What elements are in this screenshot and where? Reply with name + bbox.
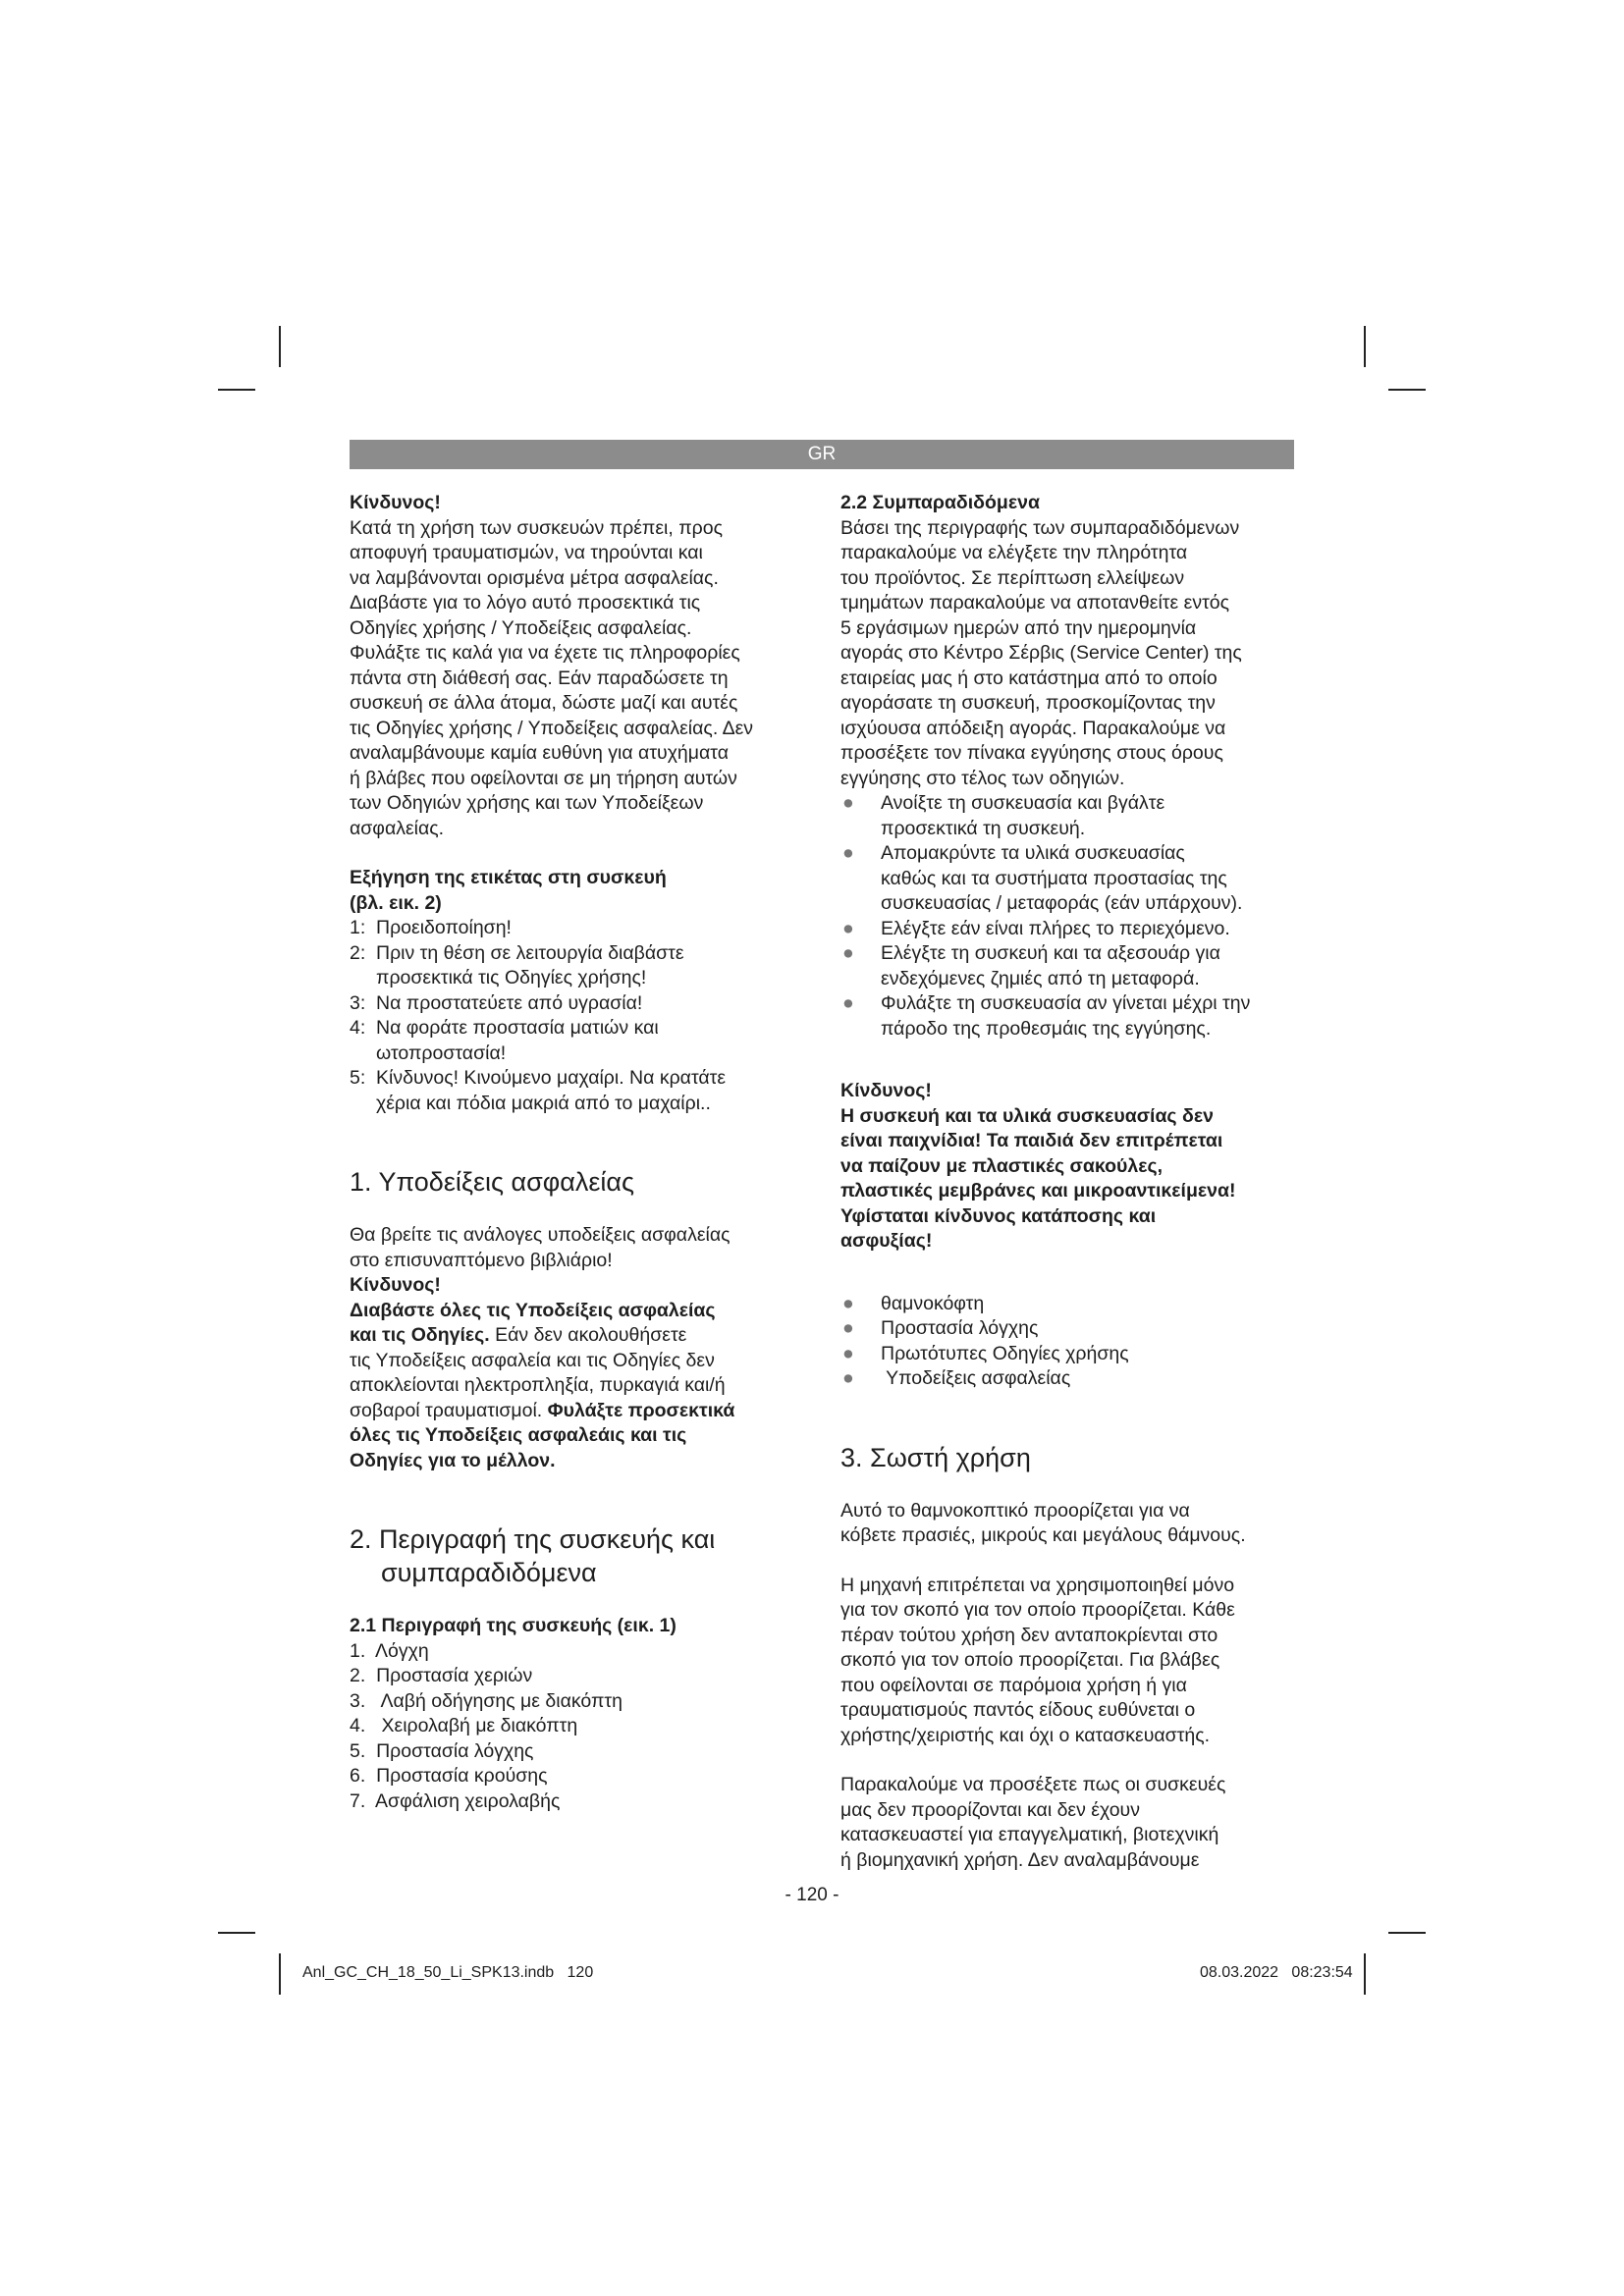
list-item: ● Ελέγξτε εάν είναι πλήρες το περιεχόμενο. (840, 917, 1294, 942)
right-column: 2.2 Συμπαραδιδόμενα Βάσει της περιγραφής των συμπαραδιδόμενων παρακαλούμε να ελέγξετε την πληρότητα του προϊόντος. Σε περίπτωση ελλείψεων τμημάτων παρακαλούμε να αποτανθείτε εντός 5 εργάσιμων ημερών από την ημερομηνία αγοράς στο Κέντρο Σέρβις (Service Center) της εταιρείας μας ή στο κατάστημα από το οποίο αγοράσατε τη συσκευή, προσκομίζοντας την ισχύουσα απόδειξη αγοράς. Παρακαλούμε να προσέξετε τον πίνακα εγγύησης στους όρους εγγύησης στο τέλος των οδηγιών. ● Ανοίξτε τη συσκευασία και βγάλτε προσεκτικά τη συσκευή. ● Απομακρύντε τα υλικά συσκευασίας καθώς και τα συστήματα προστασίας της συσκευασίας / μεταφοράς (εάν υπάρχουν). ● Ελέγξτε εάν είναι πλήρες το περιεχόμενο. ● Ελέγξτε τη συσκευή και τα αξεσουάρ για ενδεχόμενες ζημιές από τη μεταφορά. ● Φυλάξτε τη συσκευασία αν γίνεται μέχρι την πάροδο της προθεσμάις της εγγύησης. Κίνδυνος! Η συσκευή και τα υλικά συσκευασίας δεν είναι παιχνίδια! Τα παιδιά δεν επιτρέπεται να παίζουν με πλαστικές σακούλες, πλαστικές μεμβράνες και μικροαντικείμενα! Υφίσταται κίνδυνος κατάποσης και ασφυξίας! ● θαμνοκόφτη ● Προστασία λόγχης ● Πρωτότυπες Οδηγίες χρήσης ● Υποδείξεις ασφαλείας 3. Σωστή χρήση Αυτό το θαμνοκοπτικό προορίζεται για να κόβετε πρασιές, μικρούς και μεγάλους θάμνους. Η μηχανή επιτρέπεται να χρησιμοποιηθεί μόνο για τον σκοπό για τον οποίο προορίζεται. Κάθε πέραν τούτου χρήση δεν ανταποκρίενται στο σκοπό για τον οποίο προορίζεται. Για βλάβες που οφείλονται σε παρόμοια χρήση ή για τραυματισμούς παντός είδους ευθύνεται ο χρήστης/χειριστής και όχι ο κατασκευαστής. Παρακαλούμε να προσέξετε πως οι συσκευές μας δεν προορίζονται και δεν έχουν κατασκευαστεί για επαγγελματική, βιοτεχνική ή βιομηχανική χρήση. Δεν αναλαμβάνουμε (840, 491, 1294, 1873)
crop-mark (218, 389, 255, 391)
list-item: 5: Κίνδυνος! Κινούμενο μαχαίρι. Να κρατάτε χέρια και πόδια μακριά από το μαχαίρι.. (350, 1067, 727, 1114)
bullet-icon: ● (842, 1342, 854, 1364)
list-item: 3. Λαβή οδήγησης με διακόπτη (350, 1689, 623, 1712)
unpacking-list (840, 791, 1294, 1041)
crop-mark (218, 1932, 255, 1934)
contents-list (840, 1292, 1294, 1392)
crop-mark (1364, 326, 1366, 367)
label-list (350, 916, 796, 1116)
crop-mark (279, 326, 281, 367)
crop-mark (1388, 389, 1426, 391)
list-item: 2: Πριν τη θέση σε λειτουργία διαβάστε προσεκτικά τις Οδηγίες χρήσης! (350, 941, 684, 988)
bullet-icon: ● (842, 1317, 854, 1339)
section-title: 1. Υποδείξεις ασφαλείας (350, 1167, 635, 1197)
list-item: ● Προστασία λόγχης (840, 1316, 1294, 1342)
list-item: ● Πρωτότυπες Οδηγίες χρήσης (840, 1342, 1294, 1367)
danger-title: Κίνδυνος! (350, 492, 441, 513)
bullet-icon: ● (842, 1292, 854, 1314)
list-item: 4: Να φοράτε προστασία ματιών και ωτοπροστασία! (350, 1017, 659, 1064)
danger-text: Η συσκευή και τα υλικά συσκευασίας δεν είναι παιχνίδια! Τα παιδιά δεν επιτρέπεται να παίζουν με πλαστικές σακούλες, πλαστικές μεμβράνες και μικροαντικείμενα! Υφίσταται κίνδυνος κατάποσης και ασφυξίας! (840, 1104, 1236, 1252)
list-item: 7. Ασφάλιση χειρολαβής (350, 1789, 561, 1812)
section-title: 3. Σωστή χρήση (840, 1442, 1031, 1472)
bullet-icon: ● (842, 992, 854, 1014)
crop-mark (1364, 1953, 1366, 1995)
footer-filename: Anl_GC_CH_18_50_Li_SPK13.indb 120 (302, 1964, 594, 1981)
bullet-icon: ● (842, 942, 854, 964)
list-item: 3: Να προστατεύετε από υγρασία! (350, 991, 643, 1014)
list-item: 1. Λόγχη (350, 1639, 429, 1662)
subsection-title: 2.2 Συμπαραδιδόμενα (840, 492, 1040, 513)
list-item: ● Ελέγξτε τη συσκευή και τα αξεσουάρ για ενδεχόμενες ζημιές από τη μεταφορά. (840, 941, 1294, 991)
label-explanation-title: Εξήγηση της ετικέτας στη συσκευή (350, 867, 667, 888)
left-column: Κίνδυνος! Κατά τη χρήση των συσκευών πρέπει, προς αποφυγή τραυματισμών, να τηρούνται και να λαμβάνονται ορισμένα μέτρα ασφαλείας. Διαβάστε για το λόγο αυτό προσεκτικά τις Οδηγίες χρήσης / Υποδείξεις ασφαλείας. Φυλάξτε τις καλά για να έχετε τις πληροφορίες πάντα στη διάθεσή σας. Εάν παραδώσετε τη συσκευή σε άλλα άτομα, δώστε μαζί και αυτές τις Οδηγίες χρήσης / Υποδείξεις ασφαλείας. Δεν αναλαμβάνουμε καμία ευθύνη για ατυχήματα ή βλάβες που οφείλονται σε μη τήρηση αυτών των Οδηγιών χρήσης και των Υποδείξεων ασφαλείας. Εξήγηση της ετικέτας στη συσκευή (βλ. εικ. 2) 1: Προειδοποίηση! 2: Πριν τη θέση σε λειτουργία διαβάστε προσεκτικά τις Οδηγίες χρήσης! 3: Να προστατεύετε από υγρασία! 4: Να φοράτε προστασία ματιών και ωτοπροστασία! 5: Κίνδυνος! Κινούμενο μαχαίρι. Να κρατάτε χέρια και πόδια μακριά από το μαχαίρι.. 1. Υποδείξεις ασφαλείας Θα βρείτε τις ανάλογες υποδείξεις ασφαλείας στο επισυναπτόμενο βιβλιάριο! Κίνδυνος! Διαβάστε όλες τις Υποδείξεις ασφαλείας και τις Οδηγίες. Εάν δεν ακολουθήσετε τις Υποδείξεις ασφαλεία και τις Οδηγίες δεν αποκλείονται ηλεκτροπληξία, πυρκαγιά και/ή σοβαροί τραυματισμοί. Φυλάξτε προσεκτικά όλες τις Υποδείξεις ασφαλεάις και τις Οδηγίες για το μέλλον. 2. Περιγραφή της συσκευής και συμπαραδιδόμενα 2.1 Περιγραφή της συσκευής (εικ. 1) 1. Λόγχη 2. Προστασία χεριών 3. Λαβή οδήγησης με διακόπτη 4. Χειρολαβή με διακόπτη 5. Προστασία λόγχης 6. Προστασία κρούσης 7. Ασφάλιση χειρολαβής (350, 491, 796, 1814)
crop-mark (1388, 1932, 1426, 1934)
danger-text: Κατά τη χρήση των συσκευών πρέπει, προς αποφυγή τραυματισμών, να τηρούνται και να λαμβάνονται ορισμένα μέτρα ασφαλείας. Διαβάστε για το λόγο αυτό προσεκτικά τις Οδηγίες χρήσης / Υποδείξεις ασφαλείας. Φυλάξτε τις καλά για να έχετε τις πληροφορίες πάντα στη διάθεσή σας. Εάν παραδώσετε τη συσκευή σε άλλα άτομα, δώστε μαζί και αυτές τις Οδηγίες χρήσης / Υποδείξεις ασφαλείας. Δεν αναλαμβάνουμε καμία ευθύνη για ατυχήματα ή βλάβες που οφείλονται σε μη τήρηση αυτών των Οδηγιών χρήσης και των Υποδείξεων ασφαλείας. (350, 516, 754, 839)
danger-title: Κίνδυνος! (350, 1274, 441, 1296)
section-title: συμπαραδιδόμενα (381, 1558, 597, 1587)
page-number: - 120 - (785, 1885, 839, 1905)
list-item: ● Φυλάξτε τη συσκευασία αν γίνεται μέχρι την πάροδο της προθεσμάις της εγγύησης. (840, 991, 1294, 1041)
list-item: ● Απομακρύντε τα υλικά συσκευασίας καθώς και τα συστήματα προστασίας της συσκευασίας / μεταφοράς (εάν υπάρχουν). (840, 841, 1294, 917)
list-item: 6. Προστασία κρούσης (350, 1765, 548, 1787)
list-item: 2. Προστασία χεριών (350, 1665, 533, 1686)
bullet-icon: ● (842, 792, 854, 814)
crop-mark (279, 1953, 281, 1995)
bullet-icon: ● (842, 842, 854, 864)
list-item: ● θαμνοκόφτη (840, 1292, 1294, 1317)
list-item: ● Υποδείξεις ασφαλείας (840, 1366, 1294, 1392)
parts-list (350, 1639, 796, 1815)
language-header: GR (350, 440, 1294, 469)
footer-timestamp: 08.03.2022 08:23:54 (1200, 1964, 1353, 1981)
danger-title: Κίνδυνος! (840, 1080, 932, 1101)
bullet-icon: ● (842, 917, 854, 939)
bullet-icon: ● (842, 1367, 854, 1389)
label-explanation-title: (βλ. εικ. 2) (350, 891, 442, 914)
list-item: 4. Χειρολαβή με διακόπτη (350, 1715, 578, 1736)
list-item: 1: Προειδοποίηση! (350, 917, 512, 938)
section-title: 2. Περιγραφή της συσκευής και (350, 1524, 716, 1554)
list-item: 5. Προστασία λόγχης (350, 1739, 534, 1762)
subsection-title: 2.1 Περιγραφή της συσκευής (εικ. 1) (350, 1615, 677, 1636)
scope-of-delivery-text: Βάσει της περιγραφής των συμπαραδιδόμενων παρακαλούμε να ελέγξετε την πληρότητα του προϊόντος. Σε περίπτωση ελλείψεων τμημάτων παρακαλούμε να αποτανθείτε εντός 5 εργάσιμων ημερών από την ημερομηνία αγοράς στο Κέντρο Σέρβις (Service Center) της εταιρείας μας ή στο κατάστημα από το οποίο αγοράσατε τη συσκευή, προσκομίζοντας την ισχύουσα απόδειξη αγοράς. Παρακαλούμε να προσέξετε τον πίνακα εγγύησης στους όρους εγγύησης στο τέλος των οδηγιών. (840, 516, 1242, 789)
list-item: ● Ανοίξτε τη συσκευασία και βγάλτε προσεκτικά τη συσκευή. (840, 791, 1294, 841)
